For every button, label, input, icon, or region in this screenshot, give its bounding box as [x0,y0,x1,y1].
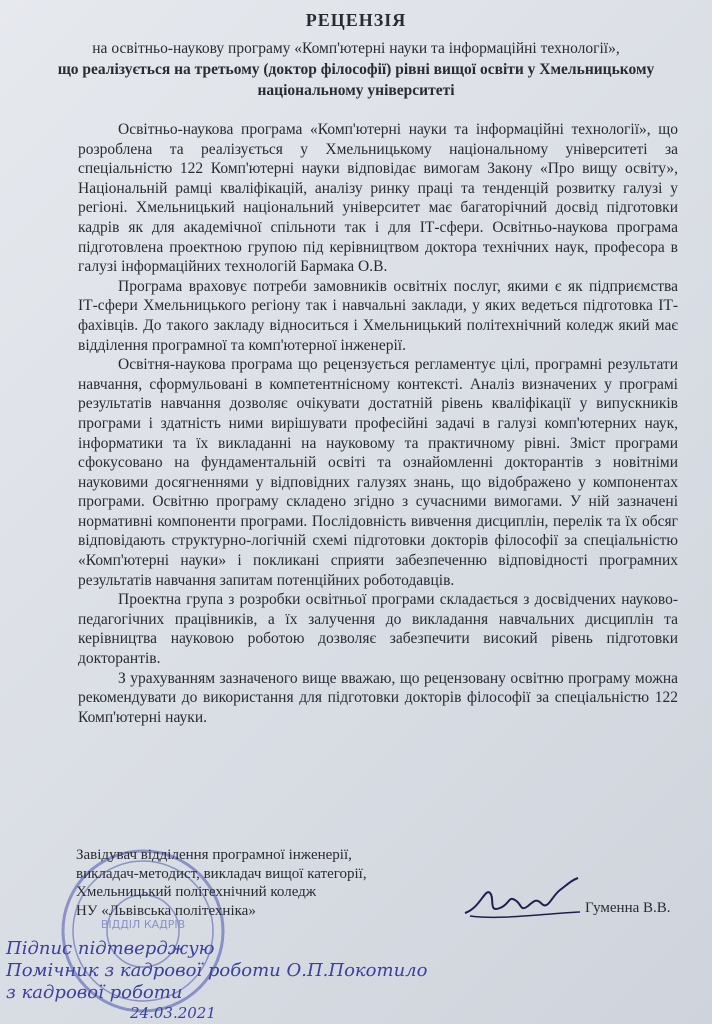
handwritten-line: Підпис підтверджую [6,938,215,959]
handwritten-date: 24.03.2021 [130,1004,216,1022]
signatory-line: НУ «Львівська політехніка» [76,902,256,919]
subtitle-line-2: що реалізується на третьому (доктор філософії) рівні вищої освіти у Хмельницькому національному університеті [57,61,655,99]
paragraph: Проектна група з розробки освітньої програми складається з досвідчених науково-педагогічних працівників, а їх залучення до викладання навчальних дисциплін та керівництва науковою роботою дозволяє забезпечити високий рівень підготовки докторантів. [78,591,678,668]
handwritten-signature [460,868,590,928]
document-title: РЕЦЕНЗІЯ [305,10,407,30]
signatory-block [76,846,476,920]
stamp-label: ВІДДІЛ КАДРІВ [100,918,186,931]
signatory-name: Гуменна В.В. [585,900,671,916]
handwritten-line: з кадрової роботи [6,982,183,1003]
subtitle-line-1: на освітньо-наукову програму «Комп'ютерні науки та інформаційні технології», [92,40,620,57]
handwritten-line: Помічник з кадрової роботи О.П.Покотило [6,960,428,981]
signatory-line: Завідувач відділення програмної інженерії, [76,847,352,863]
signatory-line: викладач-методист, викладач вищої категорії, [76,865,367,882]
paragraph: Освітньо-наукова програма «Комп'ютерні науки та інформаційні технології», що розроблена та реалізується у Хмельницькому національному університеті за спеціальністю 122 Комп'ютерні науки відповідає вимогам Закону «Про вищу освіту», Національній рамці кваліфікацій, аналізу ринку праці та тенденцій розвитку галузі у регіоні. Хмельницький національний університет має багаторічний досвід підготовки кадрів як для академічної спільноти так і для ІТ-сфери. Освітньо-наукова програма підготовлена проектною групою під керівництвом доктора технічних наук, професора в галузі інформаційних технологій Бармака О.В. [78,121,678,276]
paragraph: Освітня-наукова програма що рецензується регламентує цілі, програмні результати навчання, сформульовані в компетентнісному контексті. Аналіз визначених у програмі результатів навчання дозволяє очікувати достатній рівень кваліфікації у випускників програми і здатність ними вирішувати професійні задачі в галузі комп'ютерних наук, інформатики та їх викладанні на науковому та практичному рівні. Зміст програми сфокусовано на фундаментальній освіті та ознайомленні докторантів з новітніми науковими досягненнями у відповідних галузях знань, що відображено у компонентах програми. Освітню програму складено згідно з сучасними вимогами. У ній зазначені нормативні компоненти програми. Послідовність вивчення дисциплін, перелік та їх обсяг відповідають структурно-логічній схемі підготовки докторів філософії за спеціальністю «Комп'ютерні науки» і покликані сприяти забезпеченню відповідності програмних результатів навчання запитам потенційних роботодавців. [78,356,678,589]
signatory-line: Хмельницький політехнічний коледж [76,884,317,900]
paragraph: З урахуванням зазначеного вище вважаю, що рецензовану освітню програму можна рекомендувати до використання для підготовки докторів філософії за спеціальністю 122 Комп'ютерні науки. [78,669,678,726]
review-body [78,120,678,727]
document-subtitle [40,38,672,101]
paragraph: Програма враховує потреби замовників освітніх послуг, якими є як підприємства ІТ-сфери Хмельницького регіону так і навчальні заклади, у яких ведеться підготовка ІТ-фахівців. До такого закладу відноситься і Хмельницький політехнічний коледж який має відділення програмної та комп'ютерної інженерії. [78,277,678,354]
handwritten-certification [6,938,466,1004]
